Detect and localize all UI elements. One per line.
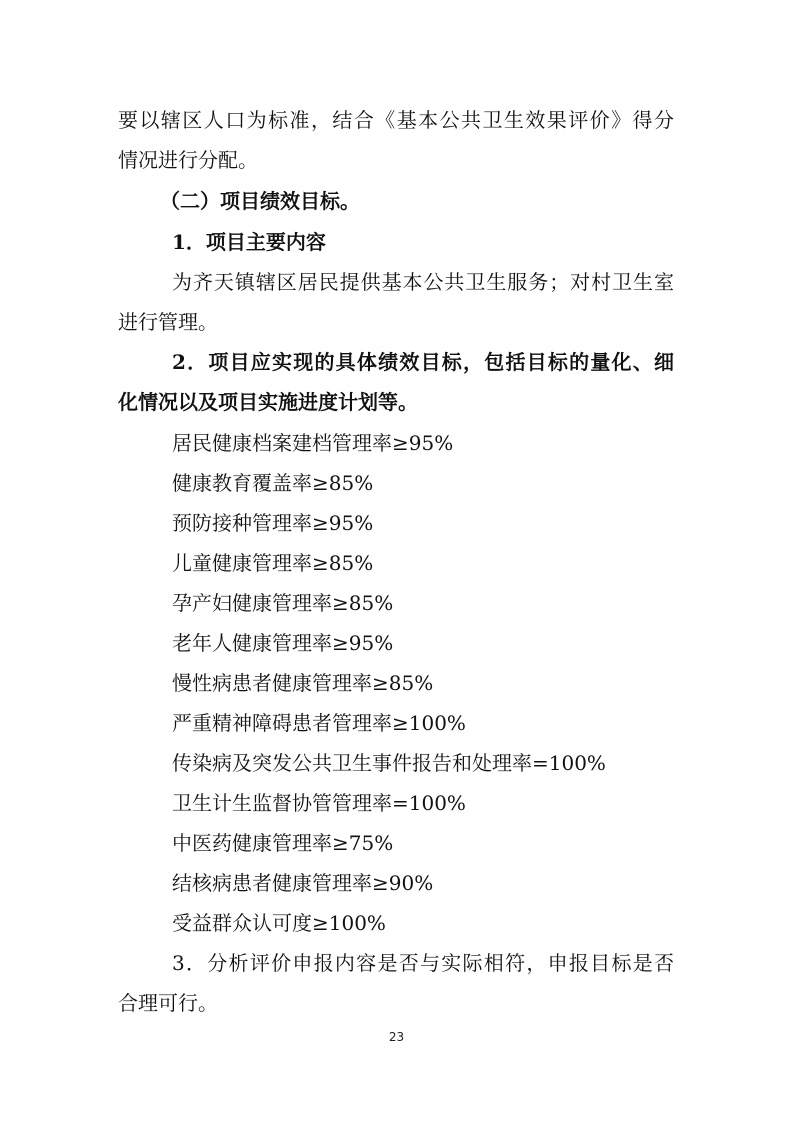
target-item: 中医药健康管理率≥75% xyxy=(172,831,394,855)
target-item: 结核病患者健康管理率≥90% xyxy=(172,871,434,895)
target-item: 儿童健康管理率≥85% xyxy=(172,551,374,575)
paragraph-continuation-line-2: 情况进行分配。 xyxy=(118,148,258,172)
target-item: 居民健康档案建档管理率≥95% xyxy=(172,431,454,455)
item-2-title-line-1: 2．项目应实现的具体绩效目标，包括目标的量化、细 xyxy=(172,350,674,374)
item-3-line-1: 3．分析评价申报内容是否与实际相符，申报目标是否 xyxy=(172,951,674,975)
page-number: 23 xyxy=(388,1030,405,1044)
target-item: 老年人健康管理率≥95% xyxy=(172,631,394,655)
target-item: 慢性病患者健康管理率≥85% xyxy=(172,671,434,695)
paragraph-continuation-line-1: 要以辖区人口为标准，结合《基本公共卫生效果评价》得分 xyxy=(118,108,674,132)
item-1-body-line-1: 为齐天镇辖区居民提供基本公共卫生服务；对村卫生室 xyxy=(172,270,674,294)
target-item: 严重精神障碍患者管理率≥100% xyxy=(172,711,466,735)
item-1-title: 1．项目主要内容 xyxy=(172,230,326,254)
item-3-line-2: 合理可行。 xyxy=(118,991,218,1015)
item-1-body-line-2: 进行管理。 xyxy=(118,310,218,334)
target-item: 传染病及突发公共卫生事件报告和处理率=100% xyxy=(172,751,606,775)
section-heading: （二）项目绩效目标。 xyxy=(160,189,360,213)
target-item: 受益群众认可度≥100% xyxy=(172,911,386,935)
target-item: 预防接种管理率≥95% xyxy=(172,511,374,535)
item-2-title-line-2: 化情况以及项目实施进度计划等。 xyxy=(118,390,418,414)
target-item: 卫生计生监督协管管理率=100% xyxy=(172,791,466,815)
target-item: 孕产妇健康管理率≥85% xyxy=(172,591,394,615)
target-item: 健康教育覆盖率≥85% xyxy=(172,471,374,495)
